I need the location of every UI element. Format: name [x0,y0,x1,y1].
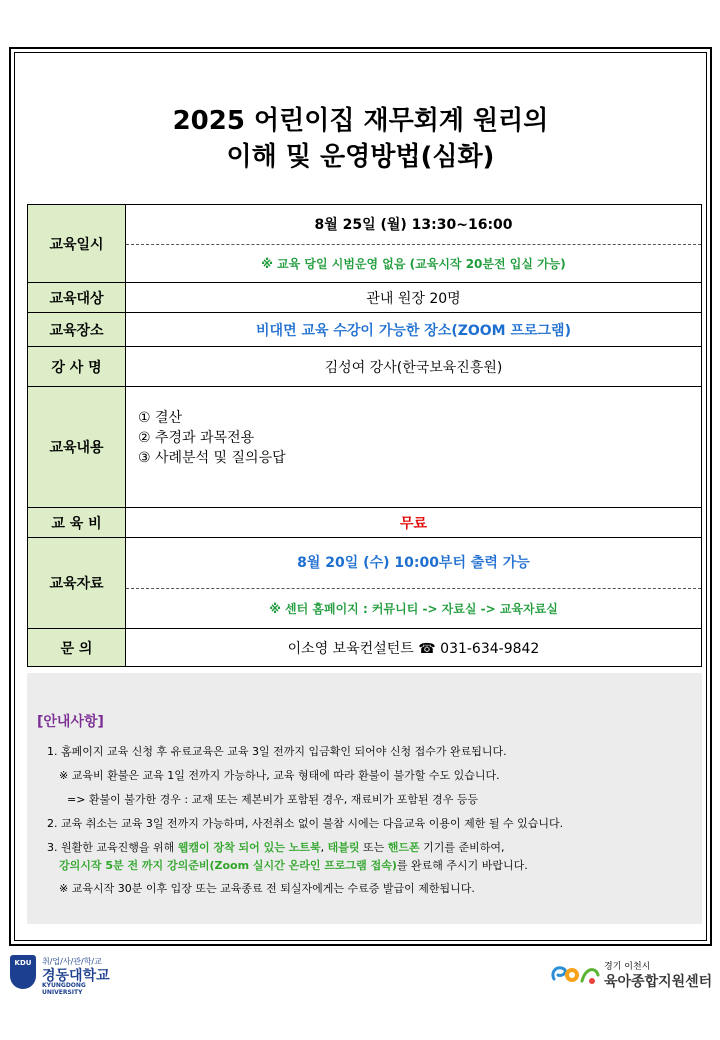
value-date-cell [126,205,702,283]
content-item: ② 추경과 과목전용 [138,430,255,446]
notice-line-3: => 환불이 불가한 경우 : 교재 또는 제본비가 포함된 경우, 재료비가 포함된 경우 등등 [67,793,479,806]
notice-line-5-text: , [320,841,328,854]
content-item: ① 결산 [138,410,183,426]
row-contact [28,629,702,667]
center-logo-icon [548,957,604,989]
university-emblem-icon [10,955,36,989]
page-title [15,103,706,175]
label-fee: 교 육 비 [28,508,126,538]
label-lecturer: 강 사 명 [28,347,126,387]
label-place: 교육장소 [28,313,126,347]
value-fee: 무료 [126,508,702,538]
kyungdong-university-logo [10,953,120,996]
label-material: 교육자료 [28,538,126,629]
label-contact: 문 의 [28,629,126,667]
university-name: 경동대학교 [42,968,110,984]
university-slogan: 취/업/사/관/학/교 [42,957,102,966]
value-material-cell [126,538,702,629]
info-table [27,204,702,667]
notice-line-5-text: 3. 원활한 교육진행을 위해 [47,841,178,854]
notice-line-7: ※ 교육시작 30분 이후 입장 또는 교육종료 전 퇴실자에게는 수료증 발급이 제한됩니다. [59,882,475,895]
row-material [28,538,702,629]
value-target: 관내 원장 20명 [126,283,702,313]
childcare-center-logo [548,953,713,993]
content-item: ③ 사례분석 및 질의응답 [138,450,286,466]
notice-highlight-tablet: 태블릿 [327,841,360,854]
label-target: 교육대상 [28,283,126,313]
title-line-2: 이해 및 운영방법(심화) [226,142,495,172]
row-place [28,313,702,347]
value-contact: 이소영 보육컨설턴트 ☎ 031-634-9842 [126,629,702,667]
row-lecturer [28,347,702,387]
row-date [28,205,702,283]
notice-highlight-phone: 핸드폰 [387,841,420,854]
notice-title: [안내사항] [37,714,104,730]
row-content [28,387,702,508]
emblem-text: KDU [14,959,32,967]
notice-highlight-zoom: 강의시작 5분 전 까지 강의준비(Zoom 실시간 온라인 프로그램 접속) [59,859,397,872]
center-name: 육아종합지원센터 [604,974,713,990]
notice-line-5-text: 또는 [359,841,388,854]
label-content: 교육내용 [28,387,126,508]
value-place: 비대면 교육 수강이 가능한 장소(ZOOM 프로그램) [126,313,702,347]
value-lecturer: 김성여 강사(한국보육진흥원) [126,347,702,387]
notice-highlight-laptop: 웹캠이 장착 되어 있는 노트북 [177,841,321,854]
date-note: ※ 교육 당일 시범운영 없음 (교육시작 20분전 입실 가능) [126,244,701,282]
value-content-cell [126,387,702,508]
university-name-en: KYUNGDONG UNIVERSITY [42,982,86,996]
page-frame-inner [14,52,707,941]
row-target [28,283,702,313]
value-material: 8월 20일 (수) 10:00부터 출력 가능 [297,555,530,571]
value-date: 8월 25일 (월) 13:30~16:00 [314,216,513,233]
notice-line-2: ※ 교육비 환불은 교육 1일 전까지 가능하나, 교육 형태에 따라 환불이 불가할 수도 있습니다. [59,769,500,782]
notice-line-1: 1. 홈페이지 교육 신청 후 유료교육은 교육 3일 전까지 입금확인 되어야 신청 접수가 완료됩니다. [47,745,507,758]
center-region: 경기 이천시 [604,962,651,972]
notice-line-6 [59,857,528,873]
title-line-1: 2025 어린이집 재무회계 원리의 [172,106,549,136]
notice-box [27,673,702,924]
row-fee [28,508,702,538]
page-frame [9,47,712,946]
label-date: 교육일시 [28,205,126,283]
notice-line-5-text: 기기를 준비하여, [419,841,505,854]
material-note: ※ 센터 홈페이지 : 커뮤니티 -> 자료실 -> 교육자료실 [126,588,701,628]
notice-line-4: 2. 교육 취소는 교육 3일 전까지 가능하며, 사전취소 없이 불참 시에는 다음교육 이용이 제한 될 수 있습니다. [47,817,564,830]
content-list [126,408,701,486]
notice-line-6-text: 를 완료해 주시기 바랍니다. [396,859,528,872]
notice-line-5 [47,839,505,855]
